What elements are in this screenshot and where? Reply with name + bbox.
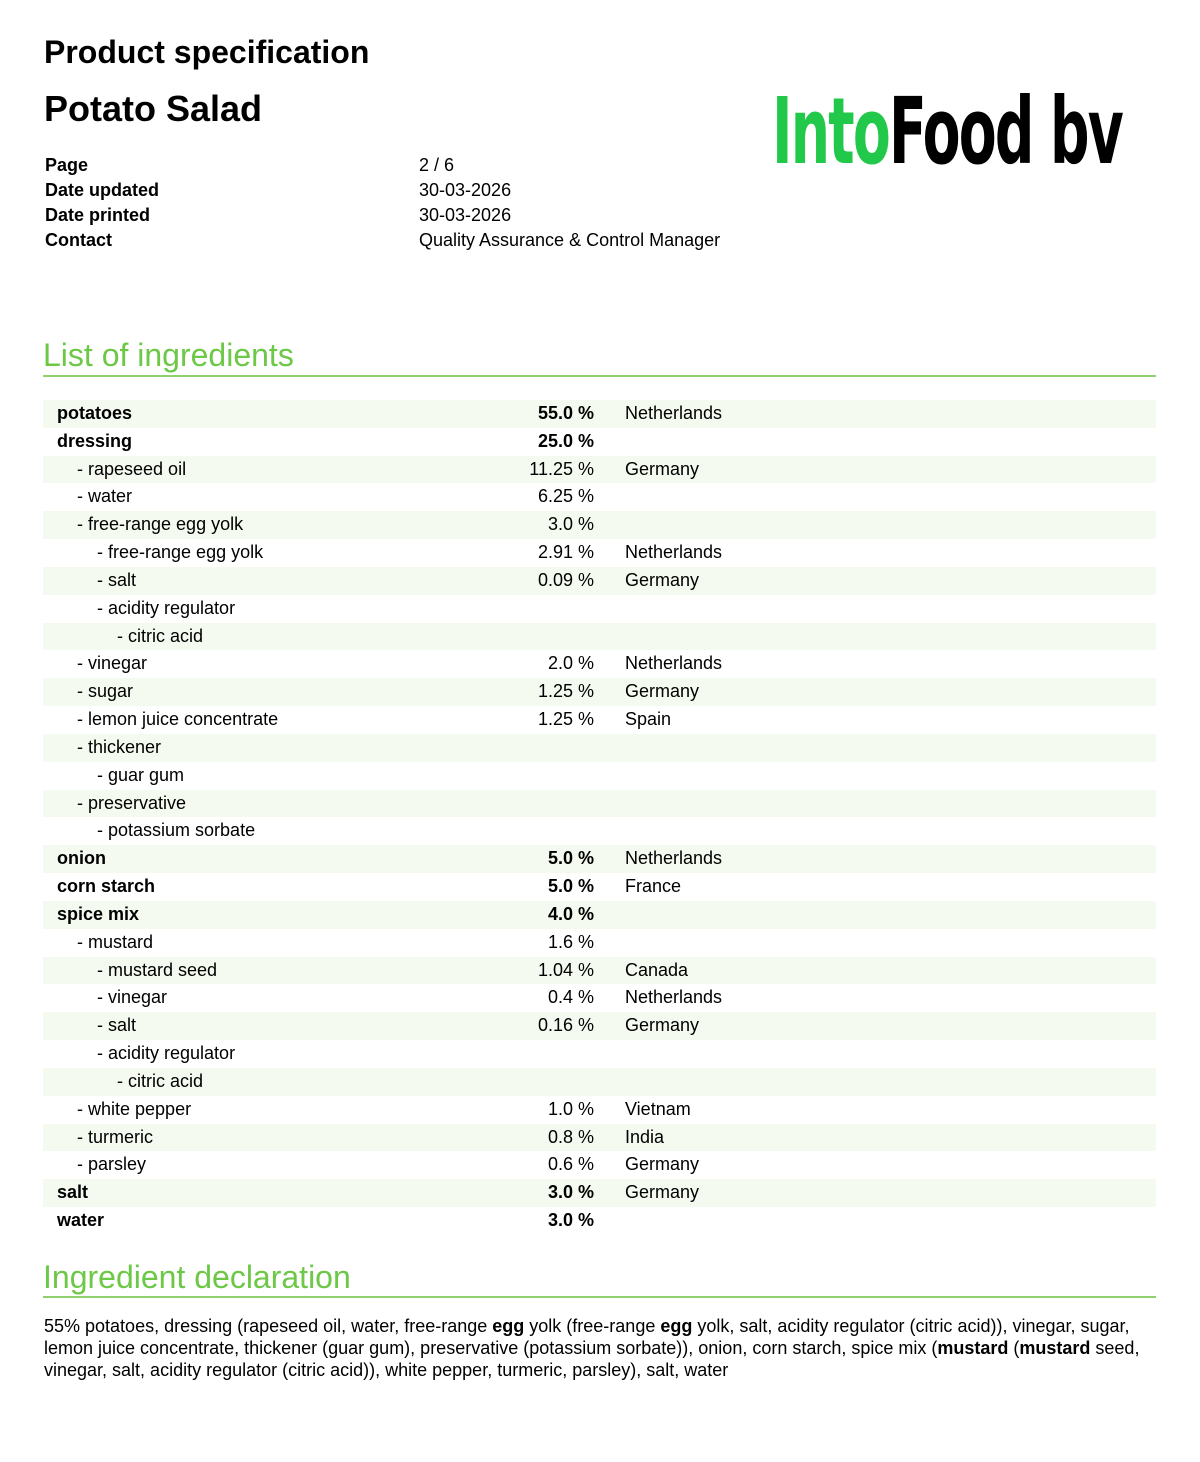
ingredient-name: - citric acid bbox=[57, 1070, 204, 1091]
ingredient-percentage bbox=[487, 790, 594, 818]
meta-value: 30-03-2026 bbox=[419, 180, 512, 200]
ingredients-section-title: List of ingredients bbox=[43, 337, 294, 373]
ingredient-name: - white pepper bbox=[57, 1098, 192, 1119]
ingredient-name: - lemon juice concentrate bbox=[57, 709, 279, 730]
ingredient-name: onion bbox=[57, 848, 106, 869]
ingredient-percentage bbox=[487, 734, 594, 762]
ingredient-name: - acidity regulator bbox=[57, 1043, 236, 1064]
ingredient-row bbox=[43, 539, 1156, 567]
declaration-segment: yolk (free-range bbox=[524, 1316, 661, 1336]
ingredient-percentage: 1.04 % bbox=[537, 959, 594, 980]
ingredient-name: - acidity regulator bbox=[57, 597, 236, 618]
ingredient-row bbox=[43, 734, 1156, 762]
ingredient-name: - parsley bbox=[57, 1154, 147, 1175]
ingredient-row bbox=[43, 1124, 1156, 1152]
ingredient-row bbox=[43, 483, 1156, 511]
section-divider bbox=[43, 375, 1156, 377]
ingredient-name: - vinegar bbox=[57, 987, 168, 1008]
meta-row-date-updated bbox=[45, 178, 720, 203]
declaration-section-title: Ingredient declaration bbox=[43, 1259, 351, 1295]
ingredient-percentage: 55.0 % bbox=[537, 403, 594, 423]
ingredient-name: potatoes bbox=[57, 403, 133, 423]
ingredient-origin-country: France bbox=[625, 876, 682, 897]
ingredient-name: spice mix bbox=[57, 903, 140, 924]
ingredient-origin-country: Netherlands bbox=[625, 653, 723, 674]
ingredient-percentage: 3.0 % bbox=[547, 514, 594, 535]
ingredient-percentage: 0.16 % bbox=[537, 1015, 594, 1036]
ingredient-percentage bbox=[487, 595, 594, 623]
ingredient-origin-country: Germany bbox=[625, 458, 700, 479]
ingredient-percentage: 6.25 % bbox=[537, 486, 594, 507]
meta-label: Date updated bbox=[45, 180, 160, 200]
allergen-highlight: egg bbox=[660, 1316, 693, 1336]
ingredient-origin-country: Spain bbox=[625, 709, 672, 730]
ingredient-name: - mustard seed bbox=[57, 959, 218, 980]
ingredient-name: - salt bbox=[57, 1015, 137, 1036]
allergen-highlight: egg bbox=[492, 1316, 525, 1336]
ingredient-percentage: 0.4 % bbox=[547, 987, 594, 1008]
ingredient-row bbox=[43, 456, 1156, 484]
ingredient-percentage: 1.6 % bbox=[547, 931, 594, 952]
ingredient-name: - turmeric bbox=[57, 1126, 154, 1147]
ingredient-percentage bbox=[487, 762, 594, 790]
ingredient-origin-country: Vietnam bbox=[625, 1098, 691, 1119]
meta-value: Quality Assurance & Control Manager bbox=[419, 230, 721, 250]
ingredient-percentage: 11.25 % bbox=[529, 458, 594, 479]
ingredient-name: - citric acid bbox=[57, 625, 204, 646]
ingredient-origin-country: Netherlands bbox=[625, 848, 723, 869]
declaration-segment: yolk, salt, acidity regulator (citric acid)), vinegar, sugar, lemon juice concentrate, thickener (guar gum), preservative (potassium sorbate)), onion, corn starch, spice mix ( bbox=[44, 1316, 1130, 1358]
ingredient-percentage: 25.0 % bbox=[537, 430, 594, 451]
ingredient-name: - rapeseed oil bbox=[57, 458, 187, 479]
ingredient-origin-country: Netherlands bbox=[625, 542, 723, 563]
ingredient-declaration-text bbox=[44, 1315, 1144, 1381]
ingredient-row bbox=[43, 845, 1156, 873]
ingredient-origin-country: Canada bbox=[625, 959, 689, 980]
ingredient-percentage bbox=[487, 623, 594, 651]
company-logo bbox=[772, 78, 1122, 185]
ingredient-row bbox=[43, 790, 1156, 818]
ingredient-origin-country: Germany bbox=[625, 1182, 700, 1203]
ingredient-percentage: 1.0 % bbox=[547, 1098, 594, 1119]
ingredient-name: - salt bbox=[57, 569, 137, 590]
ingredient-row bbox=[43, 1179, 1156, 1207]
product-name: Potato Salad bbox=[44, 88, 263, 129]
meta-row-page bbox=[45, 153, 720, 178]
ingredient-origin-country: Germany bbox=[625, 569, 700, 590]
ingredient-name: - thickener bbox=[57, 736, 162, 757]
meta-label: Contact bbox=[45, 230, 112, 250]
ingredient-name: - guar gum bbox=[57, 764, 185, 785]
ingredient-origin-country: Germany bbox=[625, 1154, 700, 1175]
ingredient-percentage: 5.0 % bbox=[547, 876, 594, 897]
ingredient-row bbox=[43, 873, 1156, 901]
ingredient-name: salt bbox=[57, 1182, 89, 1203]
ingredient-name: - preservative bbox=[57, 792, 187, 813]
ingredient-percentage bbox=[487, 1068, 594, 1096]
section-divider bbox=[43, 1296, 1156, 1298]
ingredient-percentage: 2.91 % bbox=[537, 542, 594, 563]
ingredient-percentage: 2.0 % bbox=[547, 653, 594, 674]
ingredient-row bbox=[43, 929, 1156, 957]
meta-label: Page bbox=[45, 155, 89, 175]
ingredient-row bbox=[43, 706, 1156, 734]
ingredient-origin-country: Netherlands bbox=[625, 403, 723, 423]
meta-info bbox=[45, 153, 720, 253]
ingredient-percentage: 0.09 % bbox=[537, 569, 594, 590]
declaration-segment: 55% potatoes, dressing (rapeseed oil, water, free-range bbox=[44, 1316, 493, 1336]
ingredient-row bbox=[43, 1068, 1156, 1096]
ingredient-percentage: 3.0 % bbox=[547, 1210, 594, 1231]
ingredient-row bbox=[43, 650, 1156, 678]
ingredient-percentage: 5.0 % bbox=[547, 848, 594, 869]
ingredient-percentage bbox=[487, 817, 594, 845]
ingredient-row bbox=[43, 1096, 1156, 1124]
ingredients-table bbox=[43, 400, 1156, 1235]
ingredient-name: - free-range egg yolk bbox=[57, 542, 264, 563]
ingredient-row bbox=[43, 428, 1156, 456]
ingredient-name: - potassium sorbate bbox=[57, 820, 256, 841]
logo-part-food-bv: Food bv bbox=[888, 78, 1122, 185]
ingredient-row bbox=[43, 762, 1156, 790]
allergen-highlight: mustard bbox=[937, 1338, 1009, 1358]
ingredient-row bbox=[43, 901, 1156, 929]
ingredient-row bbox=[43, 817, 1156, 845]
meta-value: 2 / 6 bbox=[419, 155, 455, 175]
ingredient-name: - free-range egg yolk bbox=[57, 514, 244, 535]
ingredient-row bbox=[43, 595, 1156, 623]
ingredient-origin-country: Netherlands bbox=[625, 987, 723, 1008]
ingredient-name: - water bbox=[57, 486, 133, 507]
ingredient-row bbox=[43, 511, 1156, 539]
meta-label: Date printed bbox=[45, 205, 151, 225]
ingredient-name: water bbox=[57, 1210, 105, 1231]
ingredient-origin-country: Germany bbox=[625, 681, 700, 702]
ingredient-row bbox=[43, 1012, 1156, 1040]
logo-part-into: Into bbox=[772, 78, 889, 185]
ingredient-percentage: 4.0 % bbox=[547, 903, 594, 924]
ingredient-origin-country: Germany bbox=[625, 1015, 700, 1036]
declaration-segment: seed, vinegar, salt, acidity regulator (citric acid)), white pepper, turmeric, parsley), salt, water bbox=[44, 1338, 1140, 1380]
meta-row-contact bbox=[45, 228, 720, 253]
ingredient-name: dressing bbox=[57, 430, 133, 451]
ingredient-percentage: 0.8 % bbox=[547, 1126, 594, 1147]
ingredient-percentage bbox=[487, 1040, 594, 1068]
ingredient-row bbox=[43, 623, 1156, 651]
meta-value: 30-03-2026 bbox=[419, 205, 512, 225]
ingredient-percentage: 1.25 % bbox=[537, 709, 594, 730]
ingredient-percentage: 1.25 % bbox=[537, 681, 594, 702]
ingredient-row bbox=[43, 984, 1156, 1012]
declaration-segment: ( bbox=[1008, 1338, 1020, 1358]
ingredient-row bbox=[43, 957, 1156, 985]
ingredient-name: - sugar bbox=[57, 681, 134, 702]
ingredient-origin-country: India bbox=[625, 1126, 665, 1147]
ingredient-row bbox=[43, 1040, 1156, 1068]
ingredient-name: - vinegar bbox=[57, 653, 148, 674]
ingredient-name: - mustard bbox=[57, 931, 154, 952]
document-title: Product specification bbox=[44, 34, 370, 70]
allergen-highlight: mustard bbox=[1019, 1338, 1091, 1358]
ingredient-row bbox=[43, 1151, 1156, 1179]
ingredient-name: corn starch bbox=[57, 876, 156, 897]
ingredient-row bbox=[43, 678, 1156, 706]
ingredient-row bbox=[43, 1207, 1156, 1235]
ingredient-row bbox=[43, 567, 1156, 595]
ingredient-percentage: 0.6 % bbox=[547, 1154, 594, 1175]
ingredient-row bbox=[43, 400, 1156, 428]
ingredient-percentage: 3.0 % bbox=[547, 1182, 594, 1203]
meta-row-date-printed bbox=[45, 203, 720, 228]
